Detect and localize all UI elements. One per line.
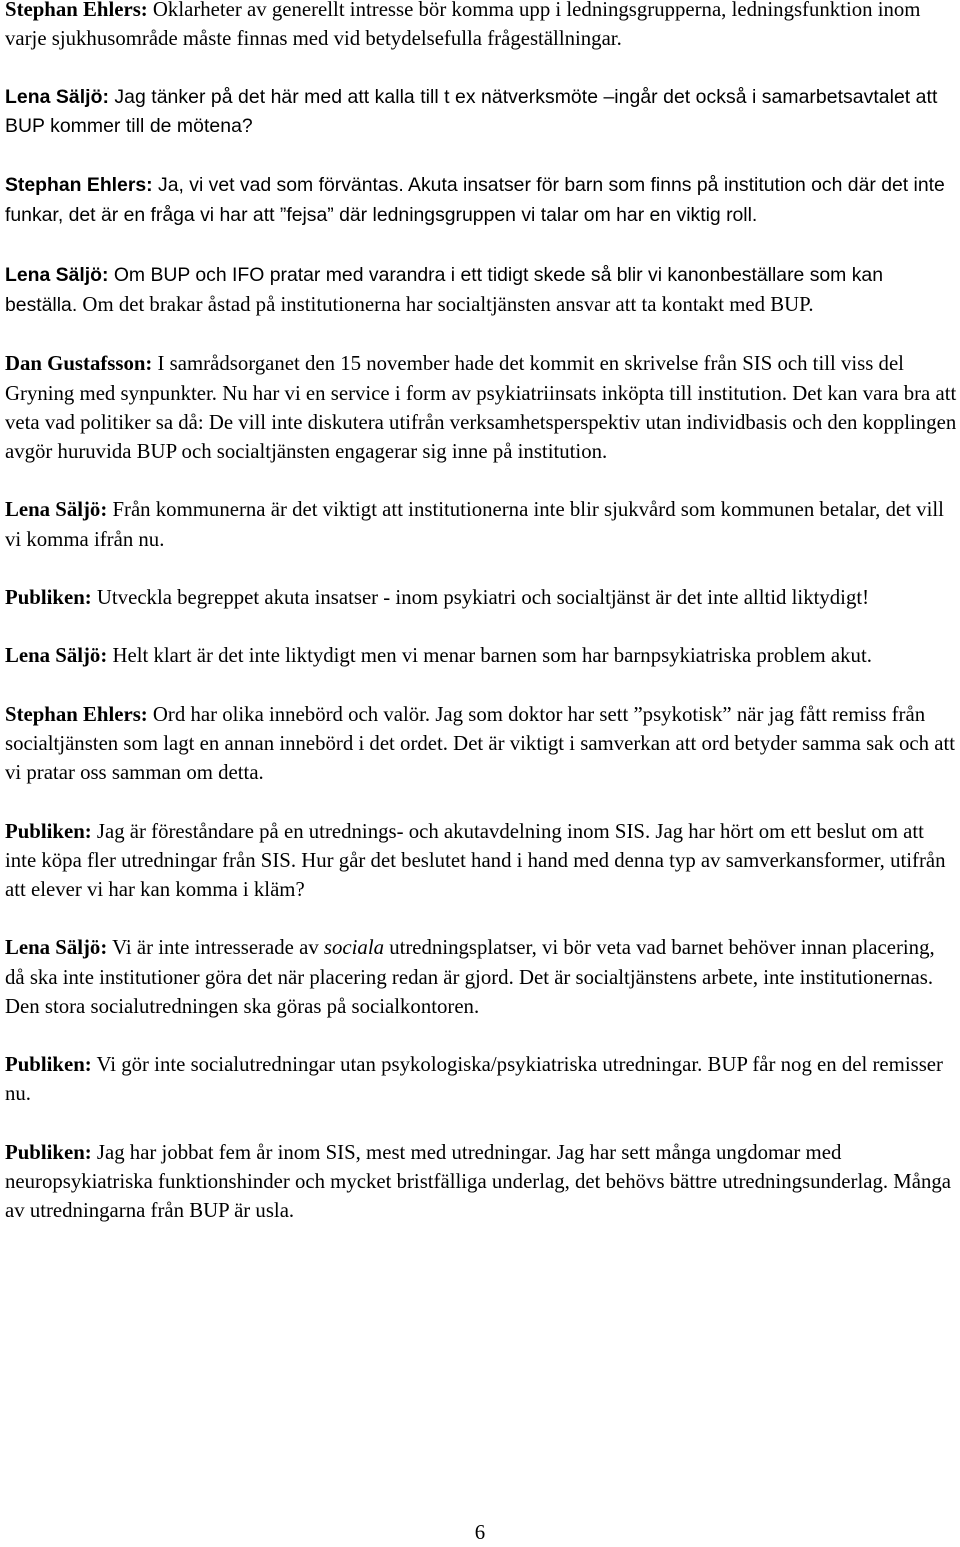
paragraph-text: Helt klart är det inte liktydigt men vi menar barnen som har barnpsykiatriska problem akut.: [107, 644, 872, 668]
paragraph-publiken-2: [5, 817, 957, 905]
paragraph-text: Utveckla begreppet akuta insatser - inom psykiatri och socialtjänst är det inte alltid liktydigt!: [91, 585, 870, 609]
paragraph-text: I samrådsorganet den 15 november hade det kommit en skrivelse från SIS och till viss del Gryning med synpunkter. Nu har vi en service i form av psykiatriinsats inköpta till institution. Det kan vara bra att veta vad politiker sa då: De vill inte diskutera utifrån verksamhetsperspektiv utan individbasis och den kopplingen avgör huruvida BUP och socialtjänsten engagerar sig inne på institution.: [5, 352, 957, 463]
paragraph-text-sans: Om BUP och IFO pratar med varandra i ett tidigt skede så blir vi kanonbeställare som kan beställa.: [5, 263, 883, 316]
paragraph-text: Vi gör inte socialutredningar utan psykologiska/psykiatriska utredningar. BUP får nog en del remisser nu.: [5, 1053, 943, 1106]
emphasized-word: sociala: [323, 936, 384, 960]
paragraph-text-sans: Ja, vi vet vad som förväntas.: [152, 174, 404, 197]
paragraph-text: Vi är inte intresserade av: [107, 936, 324, 960]
paragraph-lena-saljo-4: [5, 641, 957, 670]
document-page: [5, 0, 957, 1255]
paragraph-stephan-ehlers-1: [5, 0, 957, 53]
paragraph-text: Om det brakar åstad på institutionerna har socialtjänsten ansvar att ta kontakt med BUP.: [77, 292, 814, 316]
speaker-name: Lena Säljö:: [5, 498, 108, 522]
paragraph-text: Akuta insatser för barn som finns på institution och där det inte funkar, det är en fråga vi har att ”fejsa” där ledningsgruppen vi talar om har en viktig roll.: [5, 174, 945, 227]
speaker-name: Stephan Ehlers:: [5, 702, 148, 726]
speaker-name: Lena Säljö:: [5, 936, 108, 960]
speaker-name: Stephan Ehlers:: [5, 174, 153, 197]
paragraph-text-continued: utredningsplatser, vi bör veta vad barnet behöver innan placering, då ska inte institutioner göra det när placering redan är gjord. Det är socialtjänstens arbete, inte institutionernas. Den stora socialutredningen ska göras på socialkontoren.: [5, 936, 935, 1018]
speaker-name: Publiken:: [5, 819, 92, 843]
paragraph-publiken-3: [5, 1050, 957, 1108]
speaker-name: Publiken:: [5, 585, 92, 609]
speaker-name: Lena Säljö:: [5, 263, 109, 286]
speaker-name: Stephan Ehlers:: [5, 0, 148, 21]
paragraph-stephan-ehlers-3: [5, 700, 957, 788]
speaker-name: Dan Gustafsson:: [5, 352, 153, 376]
paragraph-text: Från kommunerna är det viktigt att institutionerna inte blir sjukvård som kommunen betalar, det vill vi komma ifrån nu.: [5, 498, 944, 551]
paragraph-lena-saljo-2: [5, 260, 957, 320]
paragraph-lena-saljo-1: [5, 83, 957, 141]
paragraph-text: Jag har jobbat fem år inom SIS, mest med utredningar. Jag har sett många ungdomar med neuropsykiatriska funktionshinder och mycket bristfälliga underlag, det behövs bättre utredningsunderlag. Många av utredningarna från BUP är usla.: [5, 1140, 952, 1223]
speaker-name: Publiken:: [5, 1140, 92, 1164]
paragraph-publiken-4: [5, 1138, 957, 1226]
page-number: 6: [474, 1521, 486, 1544]
speaker-name: Lena Säljö:: [5, 85, 109, 108]
paragraph-text: Oklarheter av generellt intresse bör komma upp i ledningsgrupperna, ledningsfunktion inom varje sjukhusområde måste finnas med vid betydelsefulla frågeställningar.: [5, 0, 921, 51]
paragraph-text: Ord har olika innebörd och valör. Jag som doktor har sett ”psykotisk” när jag fått remiss från socialtjänsten som lagt en annan innebörd i det ordet. Det är viktigt i samverkan att ord betyder samma sak och att vi pratar oss samman om detta.: [5, 702, 956, 785]
speaker-name: Lena Säljö:: [5, 644, 108, 668]
paragraph-lena-saljo-3: [5, 495, 957, 553]
paragraph-lena-saljo-5: [5, 933, 957, 1021]
paragraph-stephan-ehlers-2: [5, 170, 957, 230]
paragraph-dan-gustafsson: [5, 349, 957, 466]
paragraph-text: Jag tänker på det här med att kalla till t ex nätverksmöte –ingår det också i samarbetsavtalet att BUP kommer till de mötena?: [5, 85, 938, 137]
paragraph-publiken-1: [5, 583, 957, 612]
speaker-name: Publiken:: [5, 1053, 92, 1077]
paragraph-text: Jag är föreståndare på en utrednings- och akutavdelning inom SIS. Jag har hört om ett beslut om att inte köpa fler utredningar från SIS. Hur går det beslutet hand i hand med denna typ av samverkansformer, utifrån att elever vi har kan komma i kläm?: [5, 819, 946, 901]
